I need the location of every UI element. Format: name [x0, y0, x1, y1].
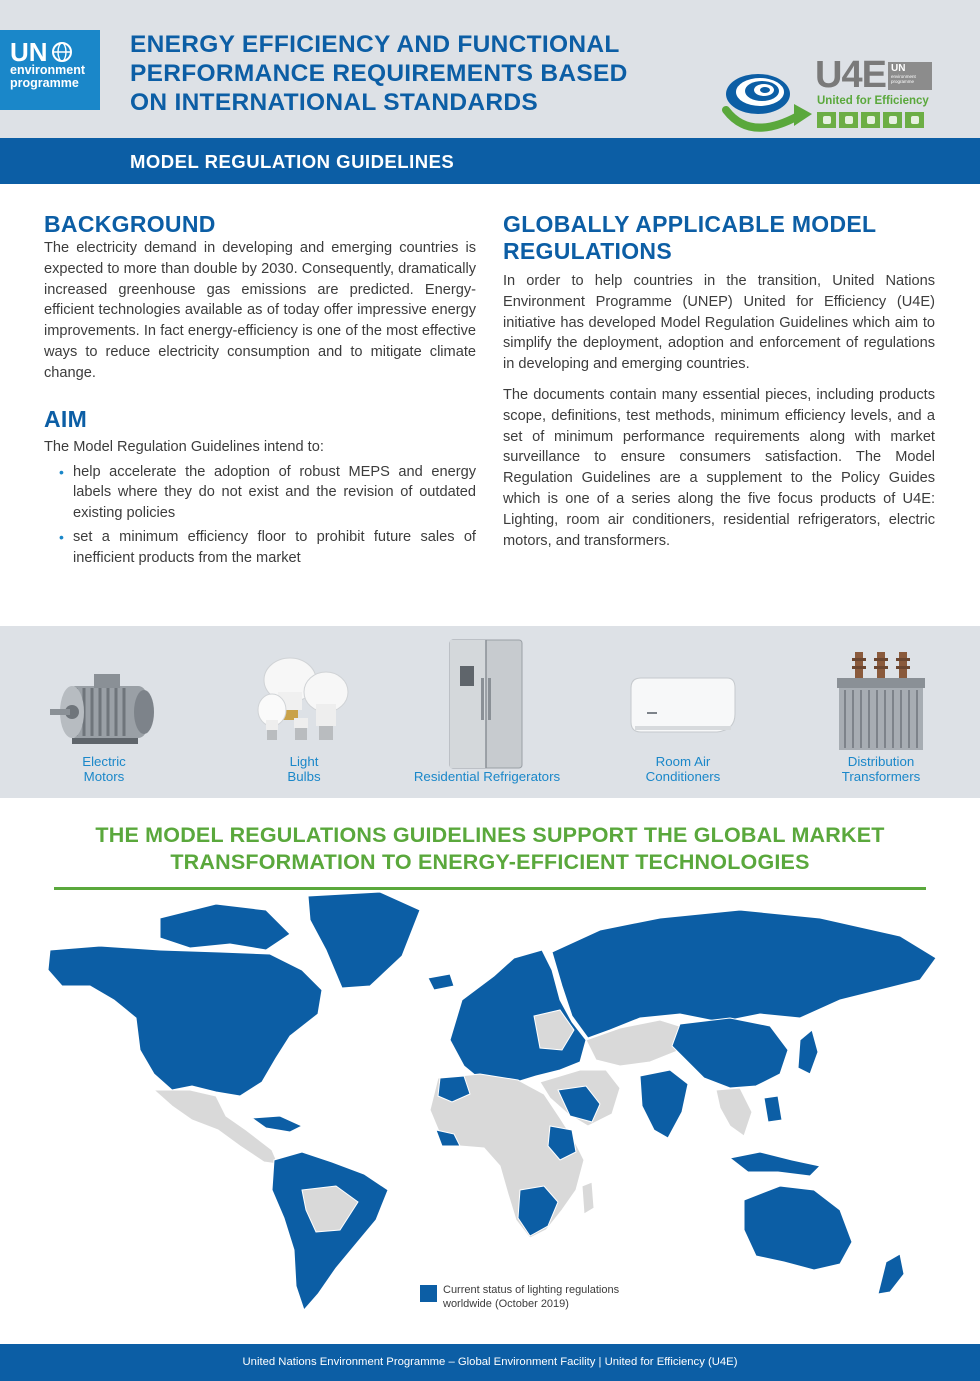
refrigerator-icon — [839, 112, 858, 128]
title-line: ENERGY EFFICIENCY AND FUNCTIONAL — [130, 31, 620, 58]
u4e-un-badge: UN environment programme — [888, 62, 932, 90]
product-distribution-transformers — [814, 626, 948, 798]
electric-motor-icon — [46, 654, 166, 754]
transformer-icon — [883, 112, 902, 128]
product-label: Light Bulbs — [287, 754, 321, 784]
background-heading: BACKGROUND — [44, 211, 216, 237]
u4e-swirl-icon — [720, 52, 820, 140]
product-label: Distribution Transformers — [841, 754, 921, 784]
background-text: The electricity demand in developing and emerging countries is expected to more than double by 2030. Consequently, dramatically increased greenhouse gas emissions are predicted. Energy-efficient technologies available as of today offer impressive energy improvements. In fact energy-efficiency is one of the most effective ways to reduce electricity consumption and to mitigate climate change. — [44, 240, 476, 381]
title-line: ON INTERNATIONAL STANDARDS — [130, 89, 538, 116]
map-region-indonesia — [730, 1152, 820, 1176]
header — [0, 0, 980, 138]
refrigerator-icon — [448, 638, 524, 770]
un-logo-line3: programme — [10, 76, 79, 90]
map-region-australia — [744, 1186, 852, 1270]
map-region-caribbean — [252, 1116, 302, 1132]
global-paragraph-1: In order to help countries in the transition, United Nations Environment Programme (UNEP) United for Efficiency (U4E) initiative has developed Model Regulation Guidelines which aim to simplify the deployment, adoption and enforcement of regulations in developing and emerging countries. — [503, 273, 935, 373]
map-region-new-zealand — [878, 1254, 904, 1294]
right-column — [503, 211, 935, 551]
product-label: Residential Refrigerators — [413, 769, 561, 784]
aim-list — [44, 462, 476, 569]
u4e-product-icons — [817, 112, 924, 128]
map-region-russia — [552, 910, 936, 1038]
map-region-southeast-asia — [716, 1088, 752, 1136]
un-emblem-icon — [51, 41, 73, 63]
legend-text: Current status of lighting regulations worldwide (October 2019) — [443, 1284, 620, 1310]
legend-swatch — [420, 1285, 437, 1302]
map-section-title: THE MODEL REGULATIONS GUIDELINES SUPPORT THE GLOBAL MARKET TRANSFORMATION TO ENERGY-EFFICIENT TECHNOLOGIES — [95, 823, 885, 874]
aim-heading: AIM — [44, 405, 88, 432]
list-item: • set a minimum efficiency floor to prohibit future sales of inefficient products from the market — [44, 527, 476, 568]
subtitle-bar — [0, 138, 980, 184]
map-region-philippines — [764, 1096, 782, 1122]
lighting-icon — [817, 112, 836, 128]
product-residential-refrigerators — [398, 626, 576, 798]
map-region-greenland — [308, 892, 420, 988]
title-line: PERFORMANCE REQUIREMENTS BASED — [130, 60, 628, 87]
products-band — [0, 626, 980, 798]
map-region-china — [672, 1018, 788, 1088]
un-logo-text: UN — [10, 37, 48, 67]
product-label: Room Air Conditioners — [645, 754, 721, 784]
aim-intro: The Model Regulation Guidelines intend to: — [44, 438, 324, 455]
product-label: Electric Motors — [82, 754, 126, 784]
product-light-bulbs — [238, 626, 370, 798]
map-legend — [420, 1283, 673, 1311]
map-region-madagascar — [582, 1182, 594, 1214]
un-logo-line2: environment — [10, 63, 86, 77]
product-electric-motors — [38, 626, 170, 798]
product-room-air-conditioners — [616, 626, 750, 798]
footer-text: United Nations Environment Programme – Global Environment Facility | United for Efficiency (U4E) — [242, 1356, 738, 1368]
global-paragraph-2: The documents contain many essential pieces, including products scope, definitions, test methods, minimum efficiency levels, and a set of minimum performance requirements along with market surveillance to ensure consumers satisfaction. The Model Regulation Guidelines are a supplement to the Policy Guides which is one of a series along the five focus products of U4E: Lighting, room air conditioners, residential refrigerators, electric motors, and transformers. — [503, 386, 935, 549]
air-conditioner-icon — [627, 674, 739, 744]
map-region-japan — [798, 1030, 818, 1074]
list-item: • help accelerate the adoption of robust MEPS and energy labels where they do not exist and the revision of outdated existing policies — [44, 462, 476, 524]
motor-icon — [905, 112, 924, 128]
world-map — [40, 890, 940, 1330]
page-title — [130, 30, 710, 117]
footer — [0, 1344, 980, 1381]
global-heading: GLOBALLY APPLICABLE MODEL REGULATIONS — [503, 211, 877, 264]
u4e-tagline: United for Efficiency — [817, 95, 929, 107]
left-column — [44, 211, 476, 573]
u4e-wordmark: U4E — [815, 54, 886, 96]
map-region-iceland — [428, 974, 454, 990]
un-environment-logo — [0, 30, 100, 110]
subtitle: MODEL REGULATION GUIDELINES — [130, 151, 455, 172]
map-region-india — [640, 1070, 688, 1138]
light-bulbs-icon — [256, 654, 356, 754]
u4e-logo — [720, 52, 950, 140]
map-region-arctic-islands — [160, 904, 290, 950]
map-region-north-america — [48, 946, 322, 1096]
map-region-central-america — [154, 1090, 278, 1164]
transformer-icon — [831, 648, 931, 756]
air-conditioner-icon — [861, 112, 880, 128]
